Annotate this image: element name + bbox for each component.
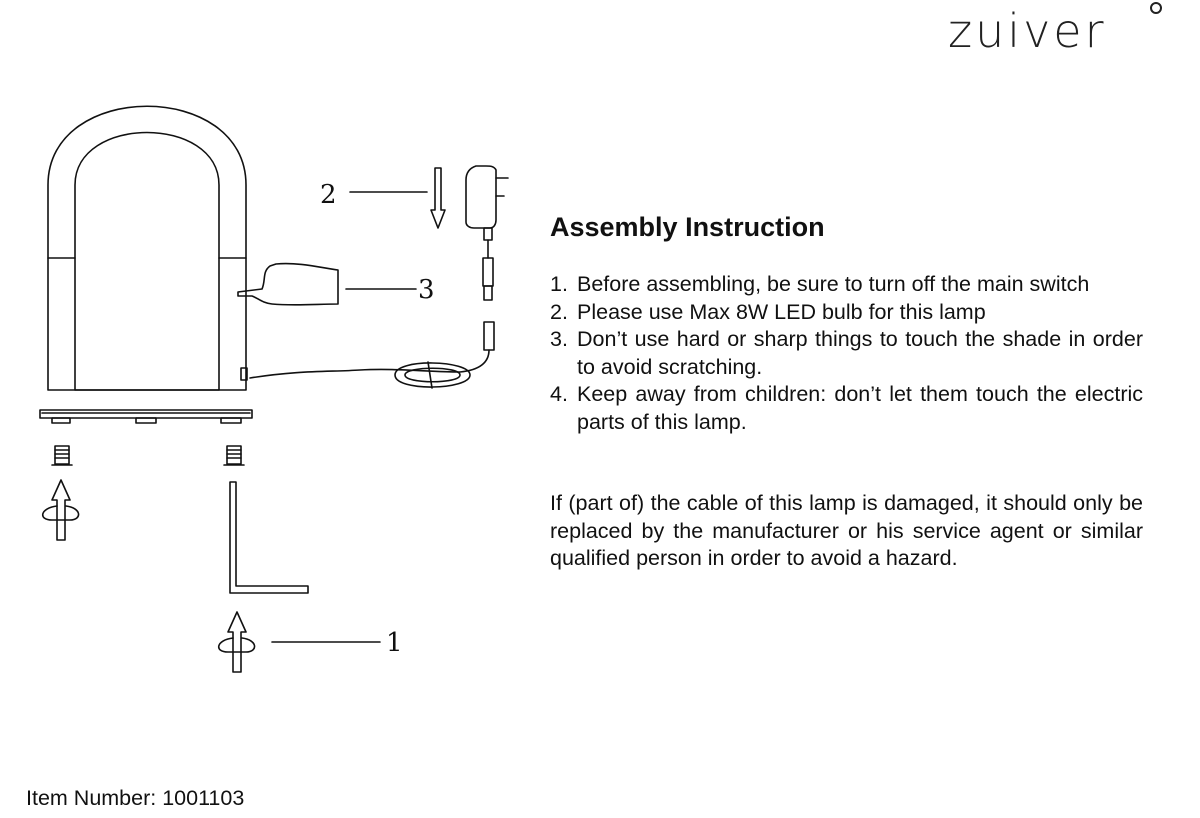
instruction-item [550,299,1143,327]
screw-icon [52,446,72,465]
instruction-item [550,326,1143,381]
step-number: 1. [550,272,568,296]
assembly-diagram [0,80,540,700]
page-title: Assembly Instruction [550,212,825,242]
base-plate-icon [40,410,252,423]
hand-touch-icon [238,264,338,305]
screw-icon [224,446,244,465]
step-text: Don’t use hard or sharp things to touch the shade in order to avoid scratching. [577,327,1143,379]
power-adapter-icon [466,166,508,300]
step-text: Before assembling, be sure to turn off the main switch [577,272,1090,296]
cable-warning: If (part of) the cable of this lamp is damaged, it should only be replaced by the manufacturer or his service agent or similar qualified person in order to avoid a hazard. [550,491,1143,570]
plug-in-arrow-icon [431,168,445,228]
cable-icon [250,322,494,388]
step-number: 3. [550,327,568,351]
item-number: Item Number: 1001103 [26,786,245,810]
rotate-arrow-icon [43,480,79,540]
instruction-item [550,381,1143,436]
instruction-item [550,271,1143,299]
rotate-arrow-icon [219,612,255,672]
hex-key-icon [230,482,308,593]
callout-label: 2 [320,180,337,210]
callout-label: 1 [386,628,403,658]
lamp-arch-icon [48,106,247,390]
step-text: Please use Max 8W LED bulb for this lamp [577,299,986,324]
logo-text: zuiver [948,4,1107,58]
logo-circle-icon [1150,2,1162,14]
instruction-list [550,271,1143,436]
callout-label: 3 [418,275,435,305]
step-text: Keep away from children: don’t let them touch the electric parts of this lamp. [577,382,1143,434]
brand-logo [944,2,1174,64]
step-number: 2. [550,299,568,324]
step-number: 4. [550,382,568,406]
